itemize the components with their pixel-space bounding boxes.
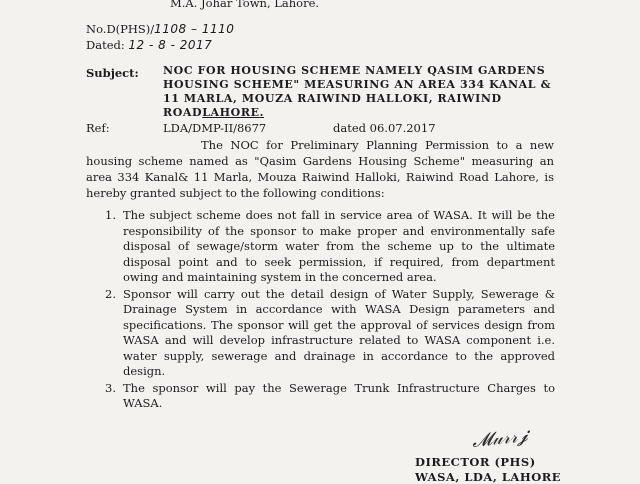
signature-image: 𝓜𝓊𝓇𝓇𝓳 — [471, 425, 529, 452]
condition-item — [105, 381, 555, 412]
condition-item — [105, 208, 555, 286]
letter-date-value: 12 - 8 - 2017 — [128, 38, 213, 52]
ref-number: LDA/DMP-II/8677 — [163, 121, 267, 135]
condition-number: 1. — [105, 208, 116, 222]
condition-item — [105, 287, 555, 380]
subject-underlined-text: LAHORE. — [202, 106, 265, 119]
ref-date: dated 06.07.2017 — [333, 121, 436, 135]
condition-text: The sponsor will pay the Sewerage Trunk Infrastructure Charges to WASA. — [123, 380, 555, 410]
letter-date-label: Dated: — [86, 38, 125, 52]
subject-label: Subject: — [86, 66, 139, 80]
letter-number-value: 1108 – 1110 — [154, 22, 235, 36]
condition-text: The subject scheme does not fall in service area of WASA. It will be the responsibility of the sponsor to make proper and environmentally safe disposal of sewage/storm water from the scheme up to the ultimate disposal point and to seek permission, if required, from department owing and maintaining system in the concerned area. — [123, 208, 555, 284]
subject-text — [163, 64, 563, 120]
letter-number-label: No.D(PHS)/ — [86, 22, 155, 36]
ref-label: Ref: — [86, 121, 110, 135]
letter-date — [86, 38, 212, 53]
signatory-designation: DIRECTOR (PHS) — [415, 455, 536, 469]
subject-main-text: NOC FOR HOUSING SCHEME NAMELY QASIM GARDENS HOUSING SCHEME" MEASURING AN AREA 334 KANAL & 11 MARLA, MOUZA RAIWIND HALLOKI, RAIWIND ROAD — [163, 64, 552, 119]
condition-text: Sponsor will carry out the detail design of Water Supply, Sewerage & Drainage System in accordance with WASA Design parameters and specifications. The sponsor will get the approval of services design from WASA and will develop infrastructure related to WASA component i.e. water supply, sewerage and drainage in accordance to the approved design. — [123, 286, 555, 378]
body-paragraph: The NOC for Preliminary Planning Permission to a new housing scheme named as "Qasim Gardens Housing Scheme" measuring an area 334 Kanal& 11 Marla, Mouza Raiwind Halloki, Raiwind Road Lahore, is hereby granted subject to the following conditions: — [86, 138, 554, 200]
condition-number: 2. — [105, 286, 116, 301]
office-address: M.A. Johar Town, Lahore. — [170, 0, 320, 10]
condition-number: 3. — [105, 380, 116, 395]
letter-number — [86, 22, 234, 37]
conditions-list — [105, 208, 555, 413]
signatory-office: WASA, LDA, LAHORE — [415, 470, 562, 484]
